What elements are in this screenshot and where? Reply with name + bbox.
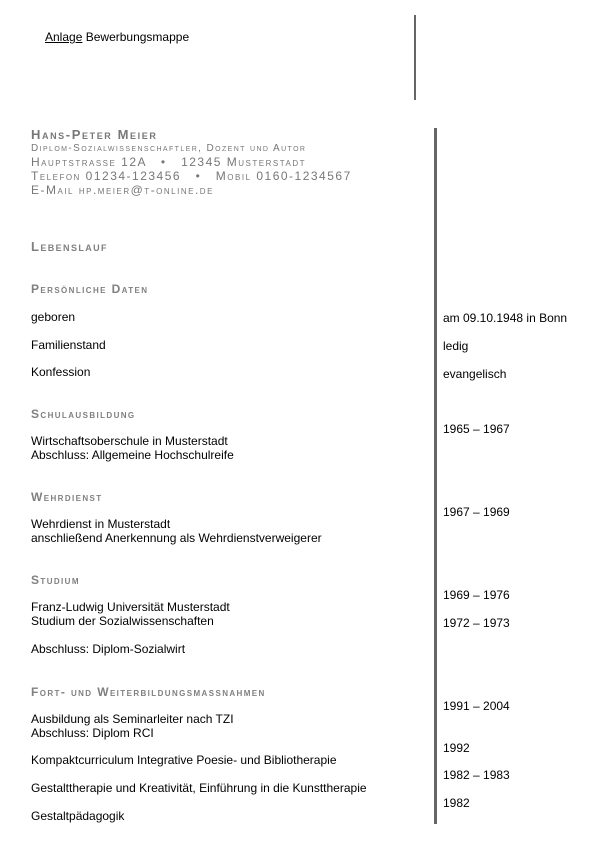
person-address: Hauptstrasse 12A • 12345 Musterstadt [31, 155, 307, 169]
header-divider [414, 15, 416, 100]
person-title: Diplom-Sozialwissenschaftler, Dozent und Autor [31, 143, 307, 154]
military-date: 1967 – 1969 [443, 505, 510, 519]
attachment-label: Anlage [45, 30, 83, 44]
school-line-1: Wirtschaftsoberschule in Musterstadt [31, 434, 228, 448]
training-date-2: 1992 [443, 741, 470, 755]
personal-label-marital: Familienstand [31, 338, 106, 352]
attachment-header [45, 30, 189, 44]
column-divider [434, 128, 437, 824]
personal-value-birth: am 09.10.1948 in Bonn [443, 311, 568, 325]
training-item-4: Gestaltpädagogik [31, 809, 125, 823]
study-line-3: Abschluss: Diplom-Sozialwirt [31, 642, 186, 656]
study-date-1: 1969 – 1976 [443, 588, 510, 602]
section-heading-personal: Persönliche Daten [31, 282, 149, 296]
study-line-1: Franz-Ludwig Universität Musterstadt [31, 600, 230, 614]
person-name: Hans-Peter Meier [31, 127, 158, 142]
training-item-1-line-2: Abschluss: Diplom RCI [31, 726, 154, 740]
personal-value-marital: ledig [443, 339, 469, 353]
training-date-3: 1982 – 1983 [443, 768, 510, 782]
training-item-2: Kompaktcurriculum Integrative Poesie- und Bibliotherapie [31, 753, 337, 767]
personal-value-religion: evangelisch [443, 367, 507, 381]
section-heading-military: Wehrdienst [31, 490, 103, 504]
school-date: 1965 – 1967 [443, 422, 510, 436]
section-heading-study: Studium [31, 573, 80, 587]
personal-label-religion: Konfession [31, 365, 91, 379]
person-email: E-Mail hp.meier@t-online.de [31, 183, 214, 197]
section-heading-school: Schulausbildung [31, 407, 136, 421]
person-phone: Telefon 01234-123456 • Mobil 0160-1234567 [31, 169, 352, 183]
study-date-2: 1972 – 1973 [443, 616, 510, 630]
military-line-1: Wehrdienst in Musterstadt [31, 517, 171, 531]
training-item-3: Gestalttherapie und Kreativität, Einführung in die Kunsttherapie [31, 781, 367, 795]
cv-heading: Lebenslauf [31, 239, 108, 254]
attachment-title: Bewerbungsmappe [85, 30, 190, 44]
military-line-2: anschließend Anerkennung als Wehrdienstverweigerer [31, 531, 322, 545]
personal-label-birth: geboren [31, 310, 76, 324]
training-date-4: 1982 [443, 796, 470, 810]
study-line-2: Studium der Sozialwissenschaften [31, 614, 214, 628]
training-item-1-line-1: Ausbildung als Seminarleiter nach TZI [31, 712, 234, 726]
training-date-1: 1991 – 2004 [443, 699, 510, 713]
school-line-2: Abschluss: Allgemeine Hochschulreife [31, 448, 234, 462]
section-heading-training: Fort- und Weiterbildungsmassnahmen [31, 685, 266, 699]
